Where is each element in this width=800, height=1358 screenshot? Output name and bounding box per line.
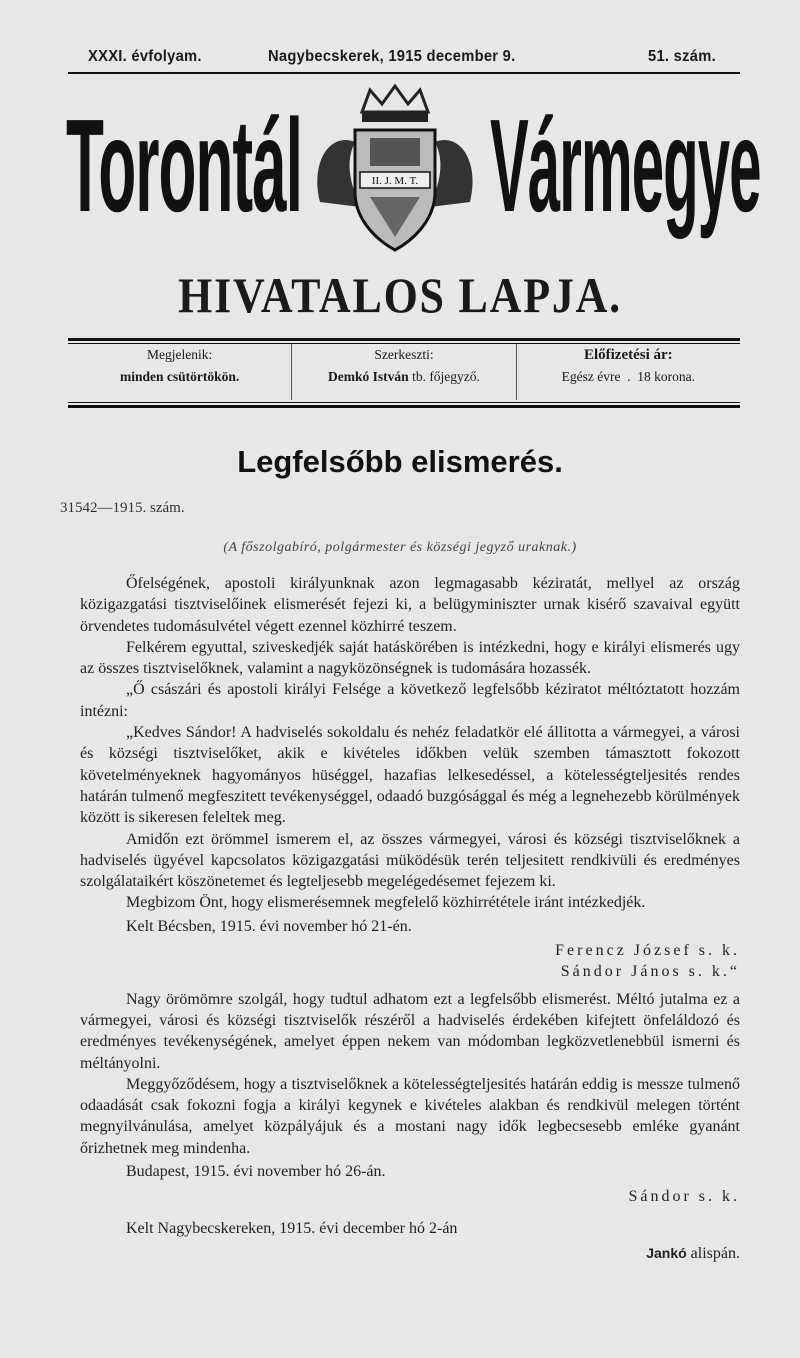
info-box — [68, 344, 740, 400]
paragraph: „Kedves Sándor! A hadviselés sokoldalu és nehéz feladatkör elé állitotta a vármegyei, a városi és községi tisztviselőket, akik e kivételes időkben velük szemben támasztott fokozott követelményeknek hagyományos hüséggel, hazafias lelkesedéssel, a kötelességteljesités rendes határán tulmenő megfeszitett tevékenységgel, odaadó buzgósággal és még a legnehezebb körülmények között is sikeresen feleltek meg. — [80, 724, 740, 827]
dateline-vienna: Kelt Bécsben, 1915. évi november hó 21-én. — [126, 917, 412, 935]
volume-label: XXXI. évfolyam. — [88, 48, 202, 65]
document-number: 31542—1915. szám. — [60, 500, 185, 516]
dateline-budapest: Budapest, 1915. évi november hó 26-án. — [126, 1163, 386, 1181]
paragraph: Felkérem egyuttal, sziveskedjék saját hatáskörében is intézkedni, hogy e királyi elismerés ugy az összes tisztviselőknek, valamint a nagyközönségnek is tudomására hozassék. — [80, 638, 740, 678]
price-label: Előfizetési ár: — [583, 347, 673, 363]
info-editor — [291, 344, 515, 400]
masthead-title-left: Torontál — [66, 92, 303, 239]
paragraph: Őfelségének, apostoli királyunknak azon legmagasabb kéziratát, mellyel az ország közigazgatási tisztviselőinek elismerését fejezi ki, a belügyminiszter urnak kisérő szavaival együtt örvendetes tudomásulvétel végett ezennel közhirré teszem. — [80, 575, 740, 635]
closing-signature — [80, 1243, 740, 1264]
info-rule-bottom — [68, 405, 740, 408]
crest-text: II. J. M. T. — [371, 175, 419, 187]
info-rule-bottom-thin — [68, 402, 740, 403]
article-body — [80, 573, 740, 1264]
masthead-title-right: Vármegye — [490, 92, 761, 239]
paragraph: Nagy örömömre szolgál, hogy tudtul adhatom ezt a legfelsőbb elismerést. Méltó jutalma ez a vármegyei, városi és községi tisztviselők részéről a hadviselés érdekében kifejtett önfeláldozó és eredményes tevékenységének, amelyet éppen nekem van módomban legközvetlenebbül ismerni és méltányolni. — [80, 990, 740, 1072]
info-rule-top — [68, 338, 740, 341]
price-value: Egész évre . 18 korona. — [561, 369, 696, 384]
header-rule — [68, 72, 740, 74]
editor-label: Szerkeszti: — [374, 347, 434, 362]
place-date: Nagybecskerek, 1915 december 9. — [268, 48, 516, 65]
masthead-subtitle: HIVATALOS LAPJA. — [178, 267, 622, 323]
paragraph: „Ő császári és apostoli királyi Felsége a következő legfelsőbb kéziratot méltóztatott hozzám intézni: — [80, 681, 740, 720]
appears-value: minden csütörtökön. — [120, 369, 240, 384]
closing-dateline: Kelt Nagybecskereken, 1915. évi december hó 2-án — [126, 1219, 458, 1237]
signature-minister: Sándor János s. k.“ — [560, 963, 740, 981]
editor-title: tb. főjegyző. — [412, 369, 480, 384]
info-appears — [68, 344, 291, 400]
closing-name: Jankó — [646, 1244, 687, 1261]
appears-label: Megjelenik: — [147, 347, 213, 362]
issue-number: 51. szám. — [648, 48, 716, 65]
addressee: (A főszolgabíró, polgármester és községi jegyző uraknak.) — [223, 540, 577, 555]
editor-name: Demkó István — [328, 369, 409, 384]
article-headline: Legfelsőbb elismerés. — [237, 444, 563, 479]
closing-title: alispán. — [690, 1244, 740, 1262]
coat-of-arms — [300, 82, 490, 262]
signature-sandor: Sándor s. k. — [628, 1188, 740, 1206]
info-price — [516, 344, 740, 400]
paragraph: Amidőn ezt örömmel ismerem el, az összes vármegyei, városi és községi tisztviselőknek a hadviselés ügyével kapcsolatos közigazgatási müködésük terén teljesitett rendkivüli és eredményes szolgálataikért köszönetemet és legteljesebb megelégedésemet fejezem ki. — [80, 830, 740, 891]
paragraph: Megbizom Önt, hogy elismerésemnek megfelelő közhirrététele iránt intézkedjék. — [126, 894, 646, 912]
signature-emperor: Ferencz József s. k. — [555, 942, 740, 960]
paragraph: Meggyőződésem, hogy a tisztviselőknek a kötelességteljesités határán eddig is messze tulmenő odaadását csak fokozni fogja a királyi kegynek e kivételes alakban és rendkivül melegen történt megnyilvánulása, amelyet közpályájuk és a mostani nagy idők legbecsesebb emléke gyanánt őrizhetnek meg mindenha. — [80, 1075, 740, 1157]
